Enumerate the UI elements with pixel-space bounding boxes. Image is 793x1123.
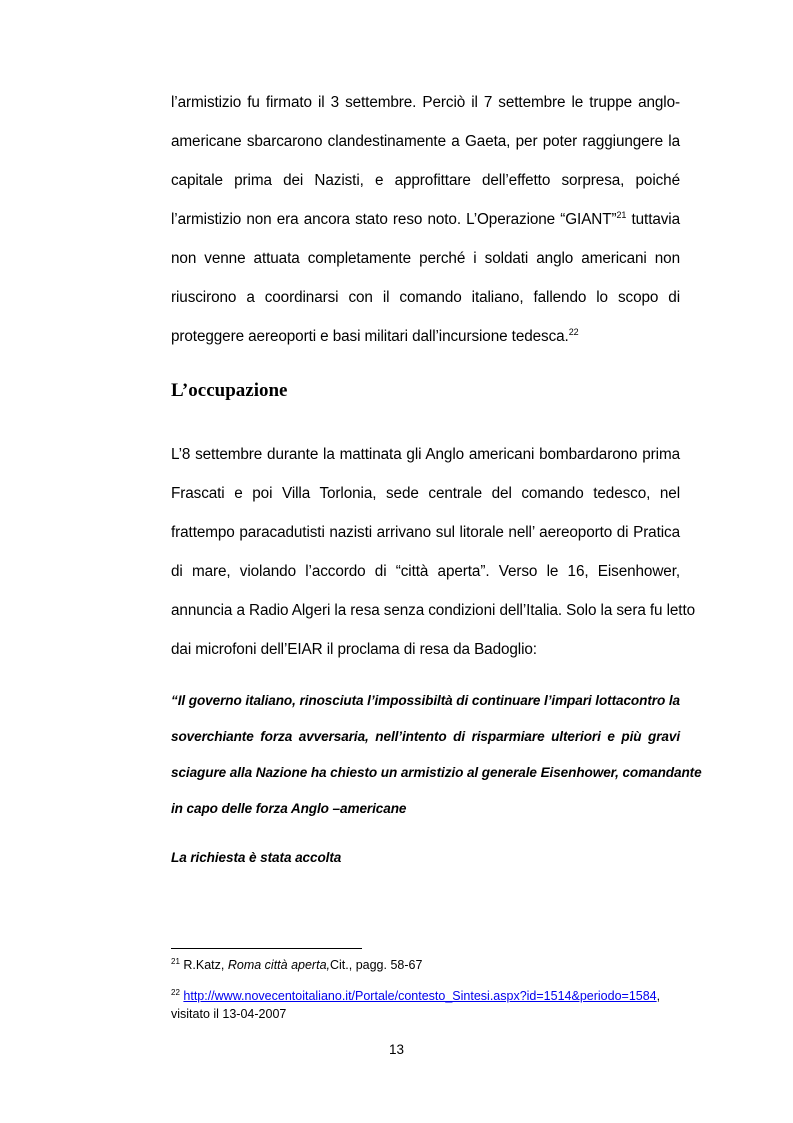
text-line: annuncia a Radio Algeri la resa senza condizioni dell’Italia. Solo la sera fu letto <box>171 602 696 619</box>
footnote-citation: Cit., pagg. 58-67 <box>330 958 423 972</box>
footnote-punct: , <box>656 989 661 1003</box>
footnote-21 <box>171 958 422 972</box>
text-line: Frascati e poi Villa Torlonia, sede centrale del comando tedesco, nel <box>171 485 680 502</box>
footnote-ref-21: 21 <box>616 210 627 220</box>
page-number: 13 <box>388 1042 405 1057</box>
quote-line: soverchiante forza avversaria, nell’intento di risparmiare ulteriori e più gravi <box>171 729 680 744</box>
text-line: l’armistizio fu firmato il 3 settembre. Perciò il 7 settembre le truppe anglo- <box>171 94 680 111</box>
footnote-separator <box>171 948 362 949</box>
footnote-number: 21 <box>171 957 180 966</box>
section-heading: L’occupazione <box>171 380 288 401</box>
text-run: l’armistizio non era ancora stato reso noto. L’Operazione “GIANT” <box>171 211 617 228</box>
text-run: proteggere aereoporti e basi militari dall’incursione tedesca. <box>171 328 569 345</box>
text-line: americane sbarcarono clandestinamente a Gaeta, per poter raggiungere la <box>171 133 680 150</box>
text-line: dai microfoni dell’EIAR il proclama di resa da Badoglio: <box>171 641 537 658</box>
footnote-22-line2: visitato il 13-04-2007 <box>171 1007 287 1021</box>
text-line: frattempo paracadutisti nazisti arrivano sul litorale nell’ aereoporto di Pratica <box>171 524 680 541</box>
text-line: riuscirono a coordinarsi con il comando italiano, fallendo lo scopo di <box>171 289 680 306</box>
quote-line: in capo delle forza Anglo –americane <box>171 801 407 816</box>
quote-line: sciagure alla Nazione ha chiesto un armistizio al generale Eisenhower, comandante <box>171 765 702 780</box>
footnote-number: 22 <box>171 988 180 997</box>
quote-line: La richiesta è stata accolta <box>171 850 342 865</box>
text-line: capitale prima dei Nazisti, e approfittare dell’effetto sorpresa, poiché <box>171 172 680 189</box>
footnote-title: Roma città aperta, <box>227 958 330 972</box>
text-line: non venne attuata completamente perché i soldati anglo americani non <box>171 250 680 267</box>
text-line: L’8 settembre durante la mattinata gli Anglo americani bombardarono prima <box>171 446 680 463</box>
footnote-author: R.Katz, <box>183 958 228 972</box>
quote-line: “Il governo italiano, rinosciuta l’impossibiltà di continuare l’impari lottacontro la <box>171 693 680 708</box>
footnote-ref-22: 22 <box>568 327 579 337</box>
text-line <box>171 211 680 229</box>
text-run: tuttavia <box>626 211 681 228</box>
text-line: di mare, violando l’accordo di “città aperta”. Verso le 16, Eisenhower, <box>171 563 680 580</box>
footnote-link[interactable]: http://www.novecentoitaliano.it/Portale/contesto_Sintesi.aspx?id=1514&periodo=1584 <box>183 989 657 1003</box>
footnote-22 <box>171 989 660 1003</box>
text-line <box>171 328 680 346</box>
